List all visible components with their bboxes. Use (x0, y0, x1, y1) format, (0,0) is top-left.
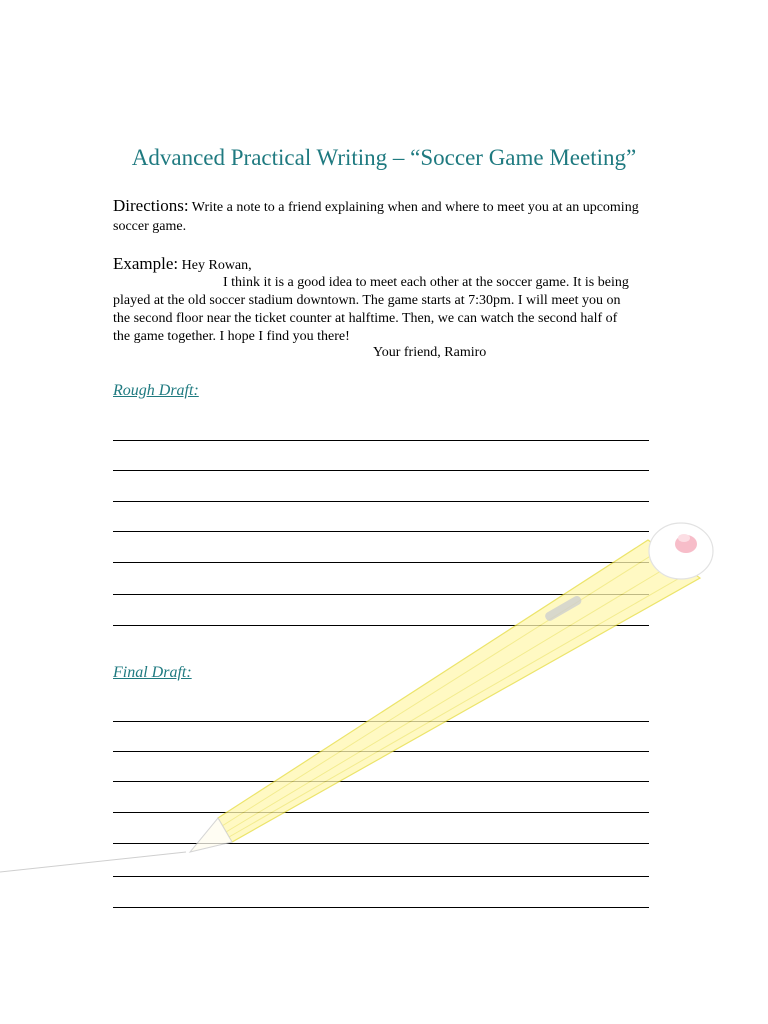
final-draft-line[interactable] (113, 781, 649, 782)
rough-draft-line[interactable] (113, 531, 649, 532)
directions-text: Write a note to a friend explaining when and where to meet you at an upcoming soccer game. (113, 200, 639, 234)
final-draft-line[interactable] (113, 907, 649, 908)
final-draft-line[interactable] (113, 812, 649, 813)
example-label: Example: (113, 254, 179, 273)
final-draft-line[interactable] (113, 843, 649, 844)
rough-draft-line[interactable] (113, 470, 649, 471)
rough-draft-line[interactable] (113, 501, 649, 502)
rough-draft-line[interactable] (113, 594, 649, 595)
example-signoff: Your friend, Ramiro (373, 345, 487, 360)
final-draft-line[interactable] (113, 751, 649, 752)
directions-label: Directions: (113, 196, 189, 215)
example-heading (113, 254, 653, 275)
directions-paragraph (113, 196, 653, 236)
example-greeting: Hey Rowan, (178, 258, 252, 273)
rough-draft-line[interactable] (113, 562, 649, 563)
rough-draft-heading: Rough Draft: (113, 382, 199, 399)
final-draft-heading: Final Draft: (113, 664, 192, 681)
final-draft-line[interactable] (113, 721, 649, 722)
example-letter-body: I think it is a good idea to meet each other at the soccer game. It is being played at the old soccer stadium downtown. The game starts at 7:30pm. I will meet you on the second floor near the ticket counter at halftime. Then, we can watch the second half of the game together. I hope I find you there! (113, 275, 629, 344)
page-title: Advanced Practical Writing – “Soccer Game Meeting” (131, 145, 637, 170)
rough-draft-line[interactable] (113, 440, 649, 441)
final-draft-line[interactable] (113, 876, 649, 877)
rough-draft-line[interactable] (113, 625, 649, 626)
